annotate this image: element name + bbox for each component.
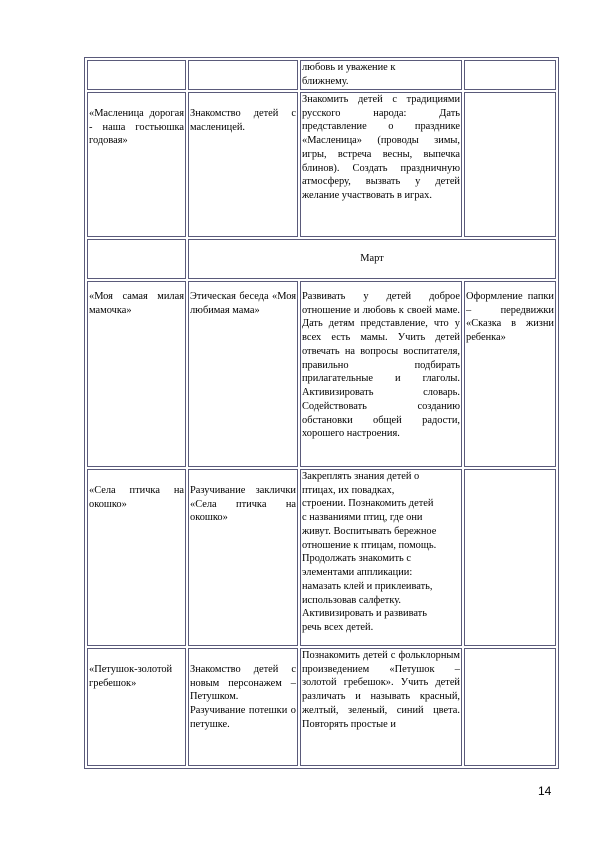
content-cell: Этическая беседа «Моя любимая мама» — [188, 281, 298, 467]
goals-line: Закреплять знания детей о — [302, 471, 420, 482]
goals-line: птицах, их повадках, — [302, 484, 395, 496]
goals-line: элементами аппликации: — [302, 567, 413, 579]
content-cell: Знакомство детей с масленицей. — [188, 92, 298, 237]
goals-line: Продолжать знакомить с — [302, 553, 411, 565]
goals-line: отношение к птицам, помощь. — [302, 539, 437, 551]
work-cell: Оформление папки – передвижки «Сказка в жизни ребенка» — [464, 281, 556, 467]
theme-cell: «Петушок-золотой гребешок» — [87, 648, 186, 766]
work-cell — [464, 648, 556, 766]
goals-cell: Познакомить детей с фольклорным произведением «Петушок – золотой гребешок». Учить детей различать и называть красный, желтый, зеленый, синий цвета. Повторять простые и — [300, 648, 462, 766]
content-cell — [188, 60, 298, 90]
goals-line: намазать клей и приклеивать, — [302, 580, 433, 592]
goals-cell: Знакомить детей с традициями русского народа: Дать представление о празднике «Масленица» (проводы зимы, игры, встреча весны, выпечка блинов). Создать праздничную атмосферу, вызвать у детей желание участвовать в играх. — [300, 92, 462, 237]
content-cell: Разучивание заклички «Села птичка на окошко» — [188, 469, 298, 646]
table-row — [87, 648, 556, 766]
goals-cell: Развивать у детей доброе отношение и любовь к своей маме. Дать детям представление, что у всех есть мамы. Учить детей отвечать на вопросы воспитателя, правильно подбирать прилагательные и глаголы. Активизировать словарь. Содействовать созданию обстановки общей радости, хорошего настроения. — [300, 281, 462, 467]
goals-line: ближнему. — [302, 75, 349, 87]
month-empty-cell — [87, 239, 186, 279]
goals-line: речь всех детей. — [302, 622, 374, 634]
page-number: 14 — [538, 784, 552, 798]
table-row — [87, 469, 556, 646]
goals-line: с названиями птиц, где они — [302, 512, 423, 524]
goals-line: использовав салфетку. — [302, 594, 402, 606]
theme-cell: «Села птичка на окошко» — [87, 469, 186, 646]
lesson-plan-table — [84, 57, 559, 769]
goals-cell — [300, 469, 462, 646]
goals-line: Активизировать и развивать — [302, 608, 427, 620]
table-row — [87, 281, 556, 467]
theme-cell: «Масленица дорогая - наша гостьюшка годовая» — [87, 92, 186, 237]
month-row — [87, 239, 556, 279]
table-row — [87, 92, 556, 237]
work-cell — [464, 92, 556, 237]
goals-line: любовь и уважение к — [302, 62, 396, 73]
work-cell — [464, 60, 556, 90]
month-label: Март — [188, 239, 556, 279]
work-cell — [464, 469, 556, 646]
theme-cell: «Моя самая милая мамочка» — [87, 281, 186, 467]
table-row — [87, 60, 556, 90]
content-cell: Знакомство детей с новым персонажем – Петушком. Разучивание потешки о петушке. — [188, 648, 298, 766]
goals-line: строении. Познакомить детей — [302, 498, 434, 510]
goals-cell — [300, 60, 462, 90]
theme-cell — [87, 60, 186, 90]
goals-line: живут. Воспитывать бережное — [302, 525, 437, 537]
